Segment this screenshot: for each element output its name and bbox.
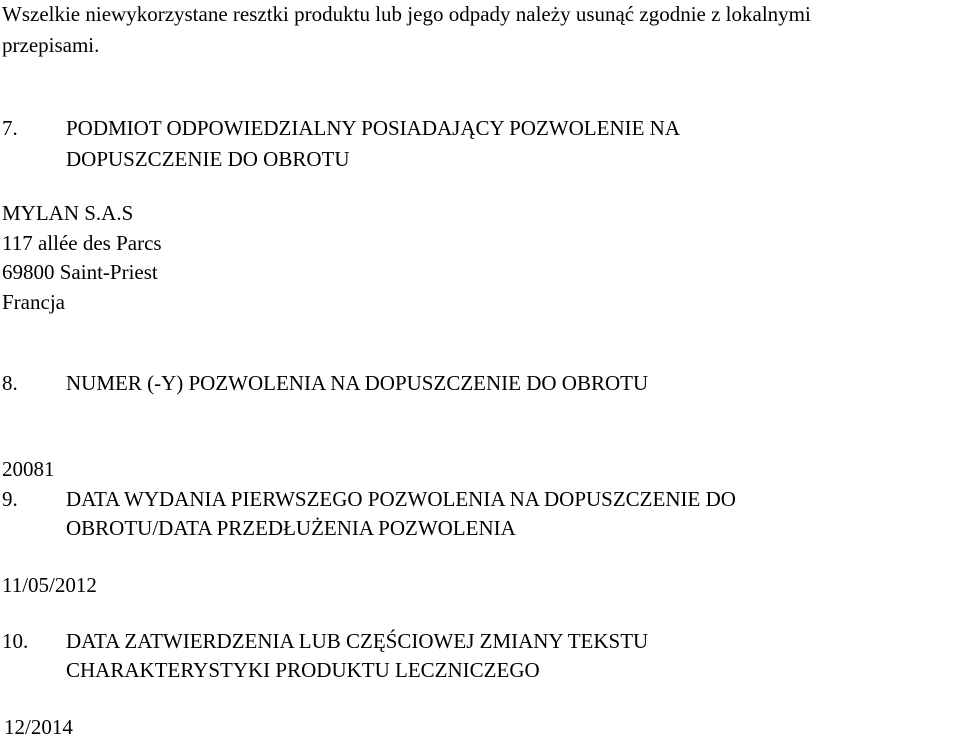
- section-10-value: 12/2014: [4, 715, 73, 739]
- section-8-heading: [2, 371, 649, 395]
- section-9-heading: [2, 487, 736, 511]
- section-9-value: 11/05/2012: [2, 573, 97, 597]
- section-9-number: 9.: [2, 487, 18, 511]
- section-7-heading: [2, 116, 681, 140]
- section-10-title-line-2: CHARAKTERYSTYKI PRODUKTU LECZNICZEGO: [66, 658, 540, 682]
- section-7-title-line-2: DOPUSZCZENIE DO OBROTU: [66, 147, 350, 171]
- section-10-number: 10.: [2, 629, 29, 653]
- section-9-title-line-2: OBROTU/DATA PRZEDŁUŻENIA POZWOLENIA: [66, 516, 516, 540]
- section-8-value: 20081: [2, 457, 55, 481]
- disposal-text-line-2: przepisami.: [2, 33, 100, 57]
- section-9-title-line-1: DATA WYDANIA PIERWSZEGO POZWOLENIA NA DOPUSZCZENIE DO: [66, 487, 736, 511]
- holder-street: 117 allée des Parcs: [2, 231, 162, 255]
- holder-name: MYLAN S.A.S: [2, 201, 134, 225]
- section-10-title-line-1: DATA ZATWIERDZENIA LUB CZĘŚCIOWEJ ZMIANY TEKSTU: [66, 629, 649, 653]
- section-7-number: 7.: [2, 116, 18, 140]
- holder-country: Francja: [2, 290, 65, 314]
- section-8-title: NUMER (-Y) POZWOLENIA NA DOPUSZCZENIE DO OBROTU: [66, 371, 649, 395]
- disposal-text-line-1: Wszelkie niewykorzystane resztki produktu lub jego odpady należy usunąć zgodnie z lokalnymi: [2, 2, 811, 26]
- holder-city: 69800 Saint-Priest: [2, 260, 158, 284]
- section-8-number: 8.: [2, 371, 18, 395]
- section-7-title-line-1: PODMIOT ODPOWIEDZIALNY POSIADAJĄCY POZWOLENIE NA: [66, 116, 681, 140]
- section-10-heading: [2, 629, 649, 653]
